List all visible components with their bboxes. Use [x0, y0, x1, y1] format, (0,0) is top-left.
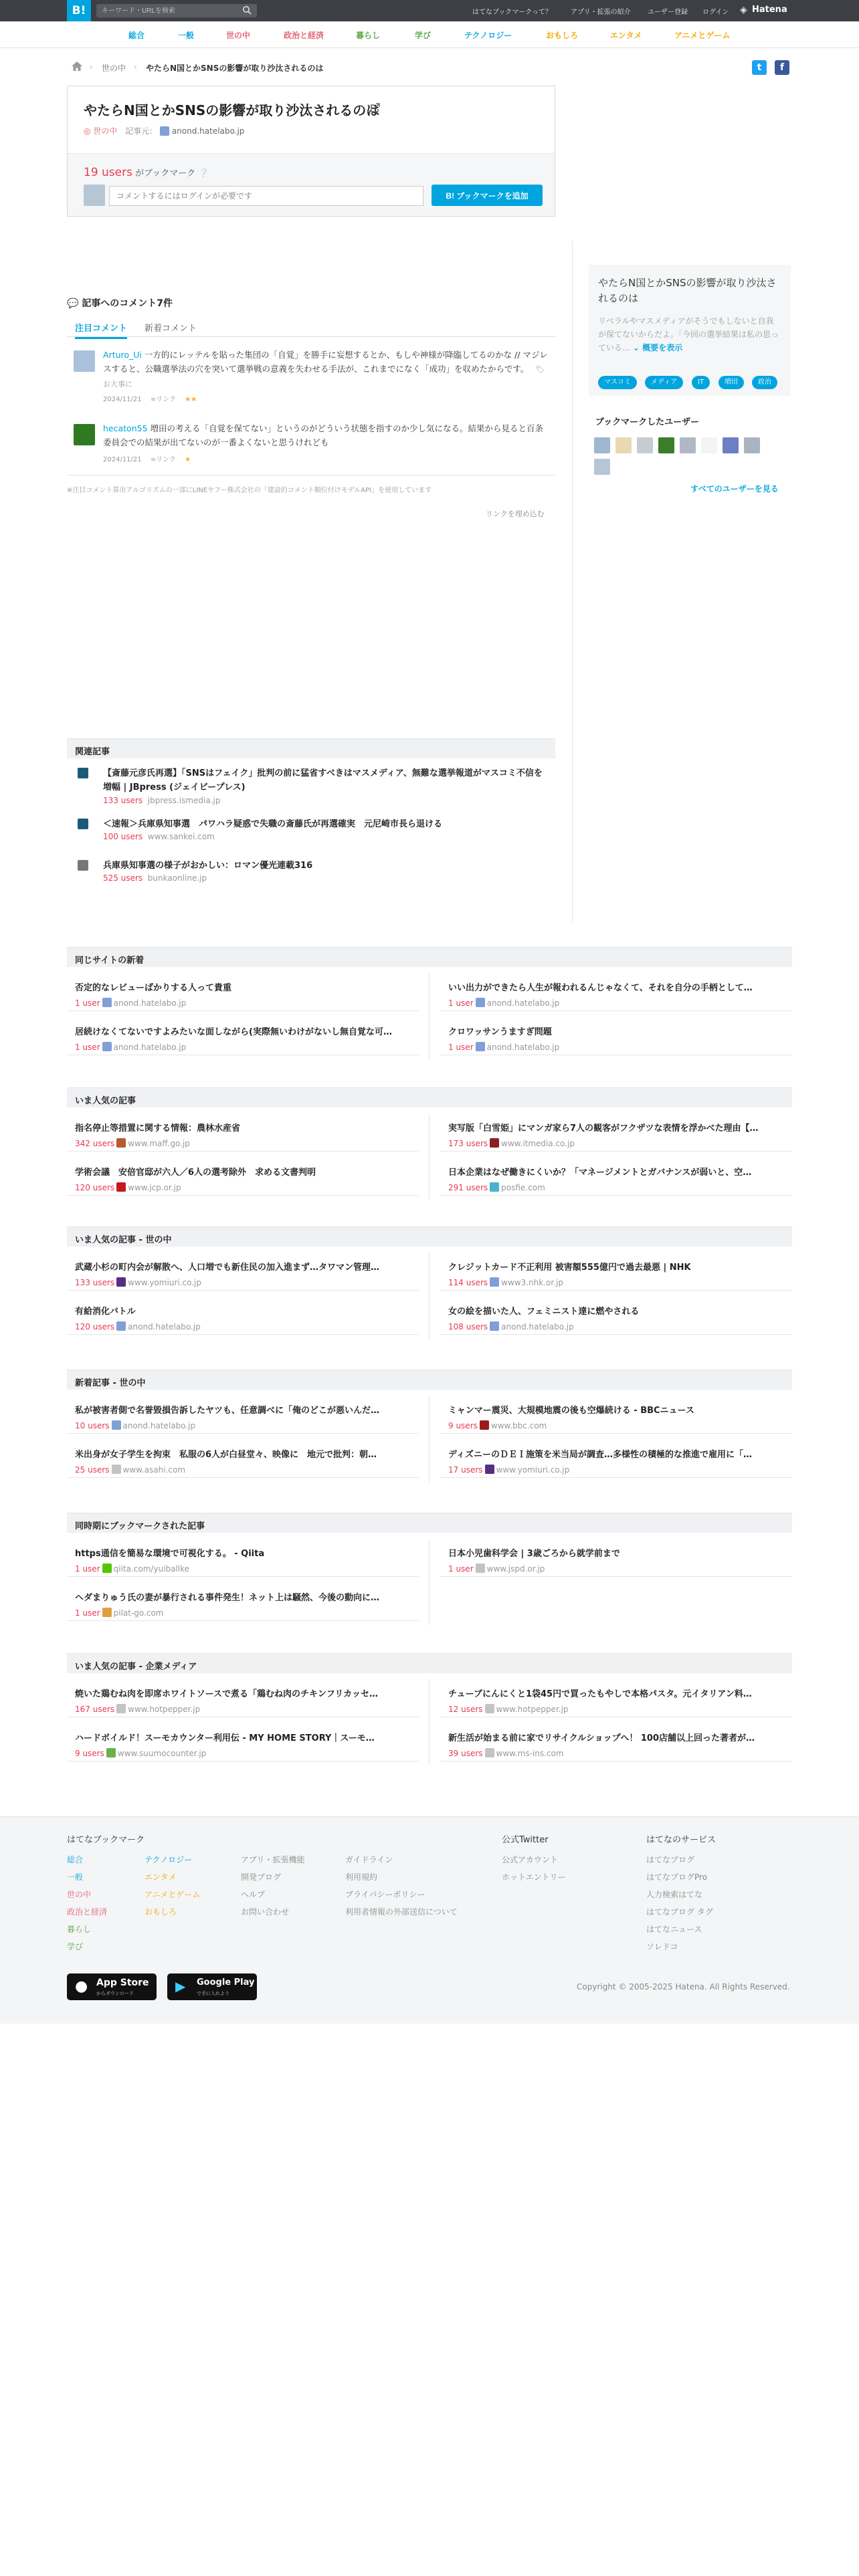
related-item — [67, 859, 555, 885]
avatar[interactable] — [658, 437, 674, 453]
entry-item-site[interactable]: www.yomiuri.co.jp — [496, 1465, 570, 1475]
cat-fun[interactable]: おもしろ — [546, 31, 579, 40]
footer-link[interactable]: ヘルプ — [241, 1890, 266, 1899]
entry-item-users[interactable]: 342 users — [75, 1139, 115, 1148]
footer-link[interactable]: プライバシーポリシー — [345, 1890, 425, 1899]
chevron-down-icon: ⌄ — [632, 343, 640, 352]
cat-ippan[interactable]: 一般 — [178, 31, 195, 40]
entry-item-title[interactable]: 新生活が始まる前に家でリサイクルショップへ！ 100店舗以上回った著者が… — [448, 1733, 755, 1743]
section-heading-text: 新着記事 - 世の中 — [75, 1378, 146, 1388]
entry-item — [440, 1394, 792, 1434]
avatar[interactable] — [615, 437, 632, 453]
bookmark-users-heading: ブックマークしたユーザー — [595, 417, 700, 427]
entry-item — [67, 1721, 419, 1761]
entry-item-site[interactable]: posfie.com — [501, 1183, 545, 1192]
entry-item-users[interactable]: 133 users — [75, 1278, 115, 1287]
cat-technology[interactable]: テクノロジー — [464, 31, 512, 40]
site-favicon-icon — [116, 1321, 126, 1331]
footer-cat-link[interactable]: おもしろ — [145, 1907, 177, 1917]
related-item — [67, 817, 555, 844]
bookmark-count — [84, 166, 209, 179]
entry-item-site[interactable]: www.yomiuri.co.jp — [128, 1278, 201, 1287]
star-icon[interactable]: ★ — [185, 456, 191, 463]
entry-item-users[interactable]: 9 users — [448, 1421, 478, 1430]
site-favicon-icon — [116, 1182, 126, 1192]
footer-service-link[interactable]: はてなブログPro — [646, 1872, 708, 1882]
sidebar-summary-text: リベラルやマスメディアがそうでもしないと自我が保てないからだよ。「今回の選挙結果は私の思っている… — [598, 316, 779, 352]
tag-icon: 🏷 — [535, 365, 545, 374]
entry-category[interactable]: 世の中 — [93, 126, 118, 136]
nav-apps[interactable]: アプリ・拡張の紹介 — [571, 9, 631, 16]
entry-item-title[interactable]: 学術会議 安倍官邸が六人／6人の選考除外 求める文書判明 — [75, 1168, 316, 1178]
entry-item-site[interactable]: www.jspd.or.jp — [486, 1564, 545, 1574]
avatar[interactable] — [74, 350, 95, 372]
entry-item-users[interactable]: 17 users — [448, 1465, 483, 1475]
search-input[interactable] — [96, 4, 257, 17]
related-item — [67, 766, 555, 807]
site-favicon-icon — [160, 126, 169, 136]
entry-item-title[interactable]: 指名停止等措置に関する情報：農林水産省 — [75, 1123, 241, 1134]
entry-item-users[interactable]: 1 user — [448, 1043, 474, 1052]
avatar[interactable] — [744, 437, 760, 453]
related-site[interactable]: bunkaonline.jp — [147, 873, 207, 883]
entry-item-site[interactable]: www.itmedia.co.jp — [501, 1139, 575, 1148]
cat-anime-game[interactable]: アニメとゲーム — [674, 31, 731, 40]
avatar[interactable] — [723, 437, 739, 453]
section-heading — [67, 1513, 792, 1533]
tag-it[interactable]: IT — [692, 376, 710, 389]
comment-user[interactable]: hecaton55 — [103, 423, 148, 433]
entry-item — [440, 1677, 792, 1717]
entry-item — [440, 1537, 792, 1577]
site-favicon-icon — [490, 1277, 499, 1287]
footer-cat-link[interactable]: 暮らし — [67, 1925, 92, 1934]
cat-learning[interactable]: 学び — [415, 31, 432, 40]
section-heading — [67, 1087, 792, 1107]
breadcrumb — [67, 59, 792, 75]
section-heading-text: いま人気の記事 - 企業メディア — [75, 1662, 197, 1672]
site-favicon-icon — [102, 1608, 112, 1617]
entry-item-site[interactable]: anond.hatelabo.jp — [122, 1421, 196, 1430]
apple-icon: ● — [75, 1978, 88, 1995]
google-play-sublabel: で手に入れよう — [197, 1991, 229, 1996]
column-divider — [429, 1680, 430, 1765]
comment-tabs — [67, 317, 555, 337]
footer-cat-link[interactable]: 学び — [67, 1942, 84, 1951]
entry-item — [67, 1251, 419, 1291]
tag-politics[interactable]: 政治 — [752, 376, 777, 389]
column-divider — [429, 1114, 430, 1200]
entry-item-title[interactable]: ハードボイルド！スーモカウンター利用伝 - MY HOME STORY｜スーモ… — [75, 1733, 375, 1743]
breadcrumb-section[interactable]: 世の中 — [102, 64, 126, 73]
footer-service-link[interactable]: はてなニュース — [646, 1925, 702, 1934]
site-favicon-icon — [490, 1138, 499, 1148]
entry-item — [67, 1537, 419, 1577]
footer-service-link[interactable]: はてなブログ — [646, 1855, 695, 1864]
entry-item — [67, 1394, 419, 1434]
entry-item-site[interactable]: anond.hatelabo.jp — [113, 998, 187, 1008]
entry-item-title[interactable]: クレジットカード不正利用 被害額555億円で過去最悪 | NHK — [448, 1263, 691, 1273]
site-favicon-icon — [490, 1321, 499, 1331]
entry-item — [67, 971, 419, 1011]
comment-user[interactable]: Arturo_Ui — [103, 350, 142, 360]
related-title[interactable]: ＜速報＞兵庫県知事選 パワハラ疑惑で失職の斎藤氏が再選確実 元尼崎市長ら退ける — [103, 819, 443, 829]
entry-item-title[interactable]: 居続けなくてないですよみたいな面しながら(実際無いわけがないし無自覚な可… — [75, 1027, 392, 1037]
external-link-icon[interactable] — [370, 102, 381, 113]
related-site[interactable]: www.sankei.com — [147, 832, 215, 841]
avatar — [84, 185, 105, 206]
column-divider — [429, 1253, 430, 1339]
entry-item-users[interactable]: 291 users — [448, 1183, 488, 1192]
entry-item-users[interactable]: 9 users — [75, 1749, 104, 1758]
footer-services-heading: はてなのサービス — [646, 1835, 717, 1845]
hatena-brand-icon: ◈ — [740, 5, 747, 15]
entry-item-site[interactable]: www.asahi.com — [122, 1465, 186, 1475]
avatar[interactable] — [680, 437, 696, 453]
entry-item-users[interactable]: 1 user — [75, 1564, 100, 1574]
footer-link[interactable]: お問い合わせ — [241, 1907, 290, 1917]
bookmark-area — [68, 153, 555, 216]
comment-tag[interactable]: お大事に — [103, 380, 132, 389]
entry-item — [67, 1295, 419, 1335]
site-favicon-icon — [112, 1420, 121, 1430]
embed-link[interactable]: リンクを埋め込む — [486, 510, 545, 518]
site-favicon-icon — [490, 1182, 499, 1192]
footer-link[interactable]: 利用者情報の外部送信について — [345, 1907, 458, 1917]
ai-note: ※注目コメント算出アルゴリズムの一部にLINEヤフー株式会社の「建設的コメント順位付けモデルAPI」を使用しています — [67, 487, 432, 494]
entry-item-site[interactable]: www3.nhk.or.jp — [501, 1278, 563, 1287]
comments-heading — [67, 296, 173, 310]
entry-item — [440, 1156, 792, 1196]
entry-title[interactable]: やたらN国とかSNSの影響が取り沙汰されるのは — [84, 102, 380, 118]
section-heading — [67, 1226, 792, 1247]
entry-item-users[interactable]: 1 user — [75, 1608, 100, 1618]
footer-twitter-link[interactable]: ホットエントリー — [502, 1872, 566, 1882]
source-label: 記事元 — [125, 126, 150, 136]
nav-login[interactable]: ログイン — [702, 9, 729, 16]
sidebar-title: やたらN国とかSNSの影響が取り沙汰されるのは — [598, 277, 777, 304]
site-favicon-icon — [476, 1564, 485, 1573]
site-favicon-icon — [485, 1465, 494, 1474]
entry-item-title[interactable]: ディズニーのＤＥＩ施策を米当局が調査…多様性の積極的な推進で雇用に「… — [448, 1450, 752, 1460]
footer-cat-link[interactable]: 政治と経済 — [67, 1907, 108, 1917]
entry-item — [67, 1156, 419, 1196]
related-title[interactable]: 【斎藤元彦氏再選】「SNSはフェイク」批判の前に猛省すべきはマスメディア、無難な選挙報道がマスコミ不信を増幅 | JBpress (ジェイビープレス) — [103, 768, 543, 792]
entry-item-title[interactable]: 女の絵を描いた人、フェミニスト達に燃やされる — [448, 1307, 640, 1317]
site-favicon-icon — [112, 1465, 121, 1474]
avatar[interactable] — [594, 459, 610, 475]
entry-item-users[interactable]: 173 users — [448, 1139, 488, 1148]
site-favicon-icon — [116, 1277, 126, 1287]
entry-item-site[interactable]: anond.hatelabo.jp — [113, 1043, 187, 1052]
cat-politics[interactable]: 政治と経済 — [284, 31, 324, 40]
site-favicon-icon — [106, 1748, 116, 1757]
related-users[interactable]: 100 users — [103, 832, 143, 841]
entry-item-title[interactable]: 武蔵小杉の町内会が解散へ、人口増でも新住民の加入進まず…タワマン管理… — [75, 1263, 380, 1273]
site-favicon-icon — [78, 768, 88, 778]
comment-input[interactable] — [109, 186, 423, 206]
entry-item-site[interactable]: anond.hatelabo.jp — [501, 1322, 574, 1331]
entry-item-users[interactable]: 1 user — [448, 998, 474, 1008]
site-favicon-icon — [116, 1704, 126, 1713]
cat-general[interactable]: 総合 — [128, 31, 145, 40]
entry-item-title[interactable]: 否定的なレビューばかりする人って貴重 — [75, 983, 232, 993]
category-nav — [0, 21, 859, 48]
users-count[interactable]: 19 users — [84, 166, 132, 179]
footer-cat-link[interactable]: エンタメ — [145, 1872, 177, 1882]
avatar[interactable] — [637, 437, 653, 453]
entry-item-title[interactable]: 私が被害者側で名誉毀損告訴したヤツも、任意調べに「俺のどこが悪いんだ… — [75, 1406, 380, 1416]
link-icon: ∞ — [150, 456, 157, 463]
site-favicon-icon — [102, 998, 112, 1007]
entry-item-users[interactable]: 25 users — [75, 1465, 110, 1475]
comment-text: 増田の考える「自覚を保てない」というのがどういう状態を指すのか少し気になる。結果から見ると百条委員会での結果が出てないのが一番よくないと思うけれども — [103, 423, 544, 447]
entry-item-users[interactable]: 114 users — [448, 1278, 488, 1287]
entry-item — [440, 1015, 792, 1055]
footer-service-link[interactable]: はてなブログ タグ — [646, 1907, 713, 1917]
google-play-icon: ▶ — [175, 1978, 186, 1994]
site-favicon-icon — [102, 1042, 112, 1051]
home-icon[interactable] — [71, 61, 83, 72]
site-favicon-icon — [78, 860, 88, 871]
related-users[interactable]: 525 users — [103, 873, 143, 883]
column-divider — [429, 1539, 430, 1625]
entry-item-users[interactable]: 1 user — [75, 1043, 100, 1052]
all-users-link[interactable]: すべてのユーザーを見る — [690, 484, 779, 494]
nav-register[interactable]: ユーザー登録 — [648, 9, 688, 16]
column-divider — [429, 1396, 430, 1482]
add-bookmark-button[interactable]: B! ブックマークを追加 — [432, 185, 543, 206]
related-users[interactable]: 133 users — [103, 796, 143, 805]
entry-box — [67, 86, 555, 217]
entry-item — [67, 1111, 419, 1152]
comment-link[interactable]: リンク — [156, 396, 176, 403]
tab-new-comments[interactable]: 新着コメント — [145, 324, 197, 334]
users-suffix: がブックマーク — [135, 169, 196, 179]
link-icon: ∞ — [150, 396, 157, 403]
app-store-label: App Store — [96, 1977, 149, 1988]
entry-item-title[interactable]: 実写版「白雪姫」にマンガ家ら7人の観客がフクザツな表情を浮かべた理由【… — [448, 1123, 759, 1134]
footer-cat-link[interactable]: テクノロジー — [145, 1855, 193, 1864]
entry-item-users[interactable]: 108 users — [448, 1322, 488, 1331]
section-heading — [67, 1653, 792, 1673]
entry-item-title[interactable]: クロワッサンうますぎ問題 — [448, 1027, 552, 1037]
entry-item — [440, 971, 792, 1011]
entry-item — [440, 1438, 792, 1478]
footer-heading: はてなブックマーク — [67, 1835, 145, 1845]
facebook-share-icon[interactable]: f — [775, 60, 789, 75]
related-title[interactable]: 兵庫県知事選の様子がおかしい：ロマン優光連載316 — [103, 861, 313, 871]
footer-twitter-heading: 公式Twitter — [502, 1835, 549, 1845]
entry-item-title[interactable]: 焼いた鶏むね肉を即席ホワイトソースで煮る「鶏むね肉のチキンフリカッセ… — [75, 1689, 379, 1699]
nav-about[interactable]: はてなブックマークって？ — [472, 9, 552, 16]
section-heading — [67, 1370, 792, 1390]
cat-society[interactable]: 世の中 — [226, 31, 251, 40]
footer-link[interactable]: 利用規約 — [345, 1872, 378, 1882]
entry-item-title[interactable]: 米出身が女子学生を拘束 私服の6人が白昼堂々、映像に 地元で批判：朝… — [75, 1450, 377, 1460]
entry-item-site[interactable]: anond.hatelabo.jp — [486, 1043, 560, 1052]
show-summary-link[interactable] — [633, 343, 682, 352]
show-summary-label: 概要を表示 — [642, 343, 683, 352]
entry-item-users[interactable]: 1 user — [75, 998, 100, 1008]
entry-item-site[interactable]: www.bbc.com — [490, 1421, 547, 1430]
chevron-right-icon: › — [134, 62, 137, 72]
site-favicon-icon — [102, 1564, 112, 1573]
twitter-share-icon[interactable]: t — [752, 60, 767, 75]
footer-cat-link[interactable]: アニメとゲーム — [145, 1890, 201, 1899]
site-favicon-icon — [116, 1138, 126, 1148]
section-heading-text: 同時期にブックマークされた記事 — [75, 1521, 205, 1531]
google-play-button[interactable] — [167, 1973, 257, 2000]
entry-item-title[interactable]: 日本小児歯科学会 | 3歳ごろから就学前まで — [448, 1549, 620, 1559]
copyright: Copyright © 2005-2025 Hatena. All Rights Reserved. — [577, 1982, 790, 1992]
entry-item-title[interactable]: チューブにんにくと1袋45円で買ったもやしで本格パスタ。元イタリアン料… — [448, 1689, 752, 1699]
entry-item-site[interactable]: www.maff.go.jp — [128, 1139, 190, 1148]
comment-item — [67, 348, 555, 408]
tag-media[interactable]: メディア — [645, 376, 683, 389]
footer-cat-link[interactable]: 一般 — [67, 1872, 84, 1882]
entry-item-site[interactable]: pilat-go.com — [113, 1608, 164, 1618]
top-bar — [0, 0, 859, 21]
site-favicon-icon — [476, 998, 485, 1007]
entry-item-site[interactable]: www.hotpepper.jp — [128, 1705, 201, 1714]
entry-item-users[interactable]: 120 users — [75, 1183, 115, 1192]
avatar[interactable] — [594, 437, 610, 453]
cat-life[interactable]: 暮らし — [356, 31, 381, 40]
site-favicon-icon — [476, 1042, 485, 1051]
entry-meta: ◎ 世の中 記事元： anond.hatelabo.jp — [84, 126, 245, 136]
column-divider — [429, 974, 430, 1059]
tag-masuda[interactable]: 増田 — [719, 376, 744, 389]
entry-item-users[interactable]: 167 users — [75, 1705, 115, 1714]
google-play-label: Google Play — [197, 1977, 255, 1988]
related-heading — [67, 738, 555, 758]
section-heading-text: いま人気の記事 — [75, 1096, 136, 1106]
section-heading-text: いま人気の記事 - 世の中 — [75, 1235, 172, 1245]
footer-cat-link[interactable]: 総合 — [67, 1855, 84, 1864]
comment-link[interactable]: リンク — [156, 456, 176, 463]
footer-link[interactable]: アプリ・拡張機能 — [241, 1855, 305, 1864]
sidebar-divider — [572, 241, 573, 923]
tab-featured-comments[interactable]: 注目コメント — [75, 321, 127, 339]
entry-item — [67, 1581, 419, 1621]
section-heading — [67, 947, 792, 967]
footer-link[interactable]: 開発ブログ — [241, 1872, 282, 1882]
entry-item — [67, 1677, 419, 1717]
entry-item-site[interactable]: www.suumocounter.jp — [117, 1749, 207, 1758]
entry-source[interactable]: anond.hatelabo.jp — [171, 126, 245, 136]
entry-item-site[interactable]: www.hotpepper.jp — [496, 1705, 569, 1714]
footer-twitter-link[interactable]: 公式アカウント — [502, 1855, 558, 1864]
entry-item-users[interactable]: 39 users — [448, 1749, 483, 1758]
entry-item — [67, 1438, 419, 1478]
search-icon[interactable] — [242, 5, 252, 15]
entry-item-title[interactable]: ミャンマー震災、大規模地震の後も空爆続ける - BBCニュース — [448, 1406, 694, 1416]
entry-item — [440, 1721, 792, 1761]
category-icon: ◎ — [84, 126, 91, 136]
avatar[interactable] — [701, 437, 717, 453]
entry-item-title[interactable]: 日本企業はなぜ働きにくいか？「マネージメントとガバナンスが弱いと、空… — [448, 1168, 752, 1178]
comment-item — [67, 421, 555, 468]
entry-item-users[interactable]: 120 users — [75, 1322, 115, 1331]
hatena-brand[interactable]: Hatena — [752, 5, 787, 15]
comment-date[interactable]: 2024/11/21 — [103, 456, 142, 463]
star-icon[interactable]: ★★ — [185, 396, 197, 403]
entry-item-title[interactable]: ヘダまりゅう氏の妻が暴行される事件発生！ネット上は騒然、今後の動向に… — [75, 1593, 380, 1603]
entry-item-users[interactable]: 10 users — [75, 1421, 110, 1430]
help-icon[interactable]: ❔ — [198, 169, 209, 179]
entry-item — [440, 1295, 792, 1335]
entry-item-users[interactable]: 12 users — [448, 1705, 483, 1714]
comment-date[interactable]: 2024/11/21 — [103, 396, 142, 403]
entry-item-site[interactable]: www.jcp.or.jp — [128, 1183, 181, 1192]
site-favicon-icon — [480, 1420, 489, 1430]
related-heading-text: 関連記事 — [75, 747, 110, 757]
site-favicon-icon — [78, 819, 88, 829]
comments-heading-text: 記事へのコメント7件 — [82, 298, 173, 309]
section-heading-text: 同じサイトの新着 — [75, 956, 145, 966]
chevron-right-icon: › — [90, 62, 93, 72]
comment-text: 一方的にレッテルを貼った集団の「自覚」を勝手に妄想するとか、もしや神様が降臨してるのかな // マジレスすると、公職選挙法の穴を突いて選挙戦の意義を失わせる手法が、これまでになく「成功」を収めたからです。 — [103, 350, 548, 374]
entry-item-title[interactable]: いい出力ができたら人生が報われるんじゃなくて、それを自分の手柄として… — [448, 983, 753, 993]
speech-bubble-icon: 💬 — [67, 298, 79, 309]
site-favicon-icon — [485, 1748, 494, 1757]
entry-item — [440, 1111, 792, 1152]
entry-item-site[interactable]: www.ms-ins.com — [496, 1749, 564, 1758]
entry-item-site[interactable]: anond.hatelabo.jp — [128, 1322, 201, 1331]
footer-cat-link[interactable]: 世の中 — [67, 1890, 92, 1899]
footer-service-link[interactable]: ソレドコ — [646, 1942, 678, 1951]
app-store-button[interactable] — [67, 1973, 157, 2000]
entry-item-title[interactable]: 有給消化バトル — [75, 1307, 136, 1317]
breadcrumb-title: やたらN国とかSNSの影響が取り沙汰されるのは — [146, 64, 324, 73]
footer-service-link[interactable]: 人力検索はてな — [646, 1890, 703, 1899]
cat-entertainment[interactable]: エンタメ — [610, 31, 642, 40]
entry-item-site[interactable]: qiita.com/yuiballke — [113, 1564, 190, 1574]
related-site[interactable]: jbpress.ismedia.jp — [147, 796, 221, 805]
hatena-bookmark-logo[interactable]: B! — [67, 0, 91, 21]
entry-item — [67, 1015, 419, 1055]
entry-item-site[interactable]: anond.hatelabo.jp — [486, 998, 560, 1008]
entry-item-title[interactable]: https通信を簡易な環境で可視化する。 - Qiita — [75, 1549, 265, 1559]
app-store-sublabel: からダウンロード — [96, 1991, 134, 1996]
avatar[interactable] — [74, 424, 95, 445]
entry-item-users[interactable]: 1 user — [448, 1564, 474, 1574]
tag-masukomi[interactable]: マスコミ — [598, 376, 637, 389]
entry-item — [440, 1251, 792, 1291]
footer-link[interactable]: ガイドライン — [345, 1855, 393, 1864]
site-favicon-icon — [485, 1704, 494, 1713]
